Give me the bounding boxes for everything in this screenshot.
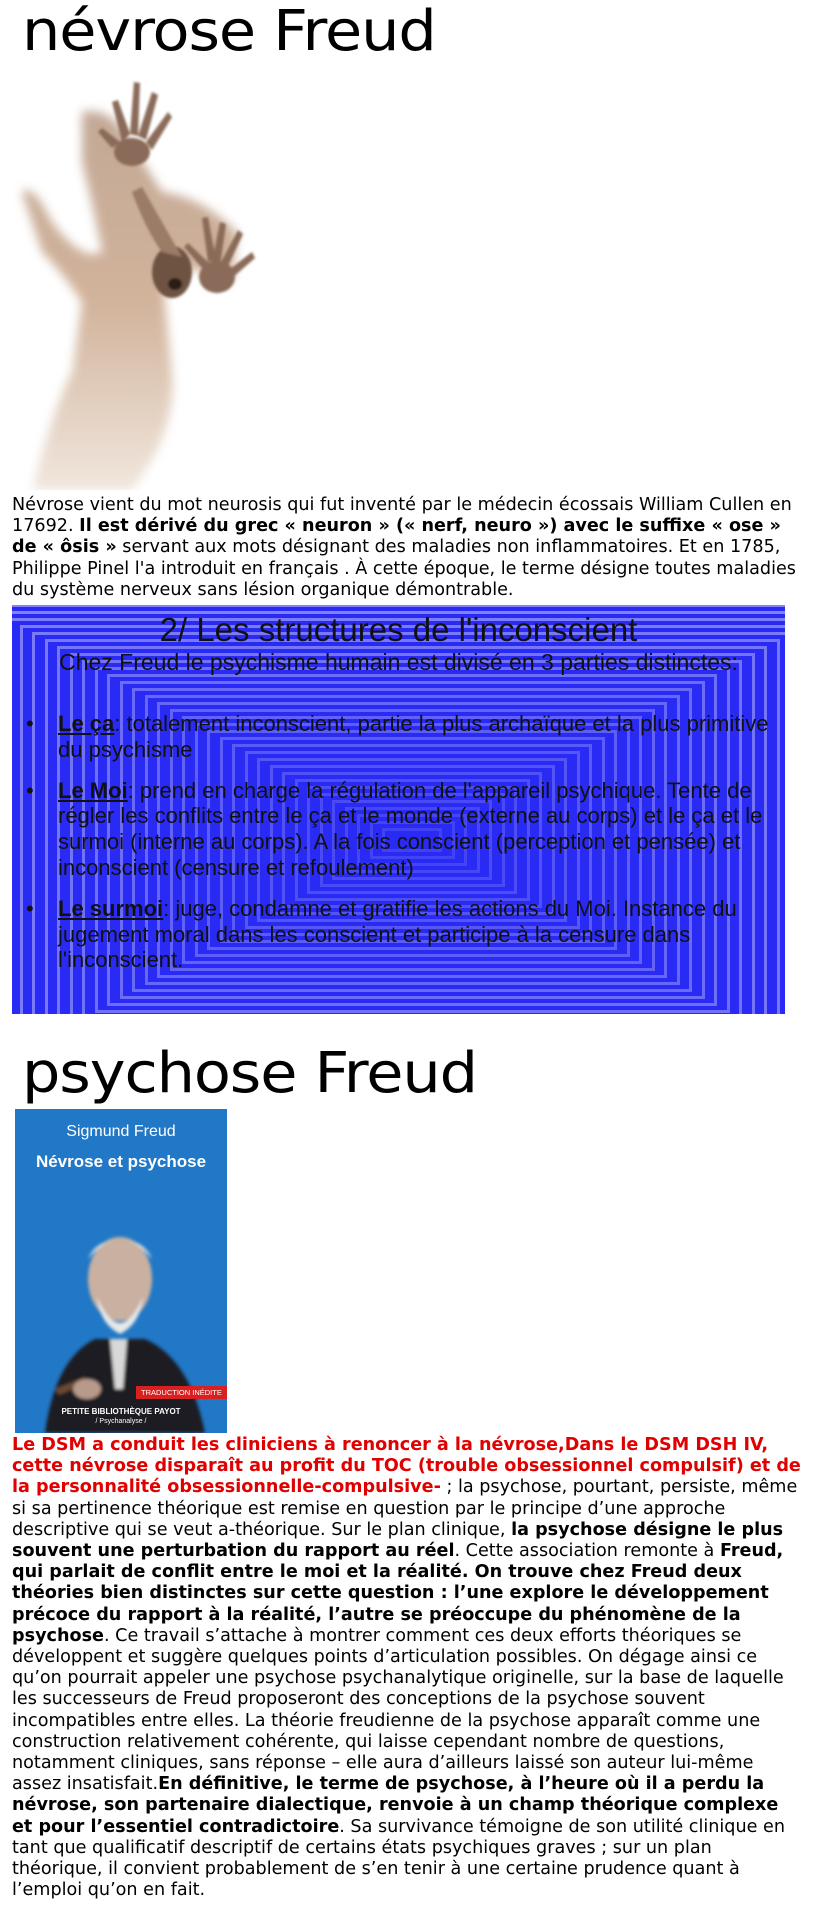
nevrose-text-3: servant aux mots désignant des maladies non inflammatoires. Et en 1785, Philippe Pinel l'a introduit en français . À cette époque, le terme désigne toutes maladies du système nerveux sans lésion organique démontrable. <box>12 537 796 600</box>
book-series: / Psychanalyse / <box>95 1418 147 1425</box>
psychose-paragraph <box>12 1435 802 1901</box>
book-title: Névrose et psychose <box>35 1152 207 1171</box>
title-psychose: psychose Freud <box>22 1041 477 1106</box>
psychose-text-6: . Ce travail s’attache à montrer comment ces deux efforts théoriques se développent et suggère quelques points d’articulation possibles. On dégage ainsi ce qu’on pourrait appeler une psychose psychanalytique originelle, sur la base de laquelle les successeurs de Freud proposeront des conceptions de la psychose souvent incompatibles entre elles. La théorie freudienne de la psychose apparaît comme une construction relativement cohérente, qui laisse cependant nombre de questions, notamment cliniques, sans réponse – elle aura d’ailleurs laissé son auteur lui-même assez insatisfait. <box>12 1625 784 1795</box>
slide-term: Le Moi <box>58 777 128 803</box>
slide-item-moi <box>26 778 771 881</box>
nevrose-text-1: Névrose vient du mot neurosis qui fut inventé par le médecin écossais William Cullen en 17692. <box>12 495 792 537</box>
book-author: Sigmund Freud <box>66 1123 176 1140</box>
book-badge: TRADUCTION INÉDITE <box>136 1386 227 1399</box>
title-nevrose: névrose Freud <box>22 0 436 64</box>
psychose-text-2: ; la psychose, pourtant, persiste, même si sa pertinence théorique est remise en question par le principe d’une approche descriptive qui se veut a-théorique. Sur le plan clinique, <box>12 1477 798 1540</box>
psychose-text-5: Freud, qui parlait de conflit entre le moi et la réalité. On trouve chez Freud deux théories bien distinctes sur cette question : l’une explore le développement précoce du rapport à la réalité, l’autre se préoccupe du phénomène de la psychose <box>12 1541 784 1646</box>
bullet-icon: • <box>26 777 34 803</box>
psychose-text-1: Le DSM a conduit les cliniciens à renoncer à la névrose,Dans le DSM DSH IV, cette névrose disparaît au profit du TOC (trouble obsessionnel compulsif) et de la personnalité obsessionnelle-compulsive- <box>12 1435 801 1498</box>
slide-item-surmoi <box>26 896 771 973</box>
slide-item-ca <box>26 711 771 763</box>
slide-subtitle: Chez Freud le psychisme humain est divisé en 3 parties distinctes: <box>59 649 738 675</box>
slide-list <box>26 711 771 988</box>
psychose-text-8: . Sa survivance témoigne de son utilité clinique en tant que qualificatif descriptif de certains états psychiques graves ; sur un plan théorique, il convient probablement de s’en tenir à une certaine prudence quant à l’emploi qu’on en fait. <box>12 1816 785 1901</box>
nevrose-paragraph <box>12 495 802 601</box>
slide-term: Le surmoi <box>58 895 164 921</box>
slide-item-text: : juge, condamne et gratifie les actions du Moi. Instance du jugement moral dans les conscient et participe à la censure dans l'inconscient. <box>58 895 737 973</box>
book-cover <box>15 1109 227 1433</box>
slide-item-text: : prend en charge la régulation de l'appareil psychique. Tente de régler les conflits entre le ça et le monde (externe au corps) et le ça et le surmoi (interne au corps). A la fois conscient (perception et pensée) et inconscient (censure et refoulement) <box>58 777 763 880</box>
nevrose-text-2: Il est dérivé du grec « neuron » (« nerf, neuro ») avec le suffixe « ose » de « ôsis » <box>12 516 781 558</box>
bullet-icon: • <box>26 895 34 921</box>
silhouette-image <box>12 72 324 490</box>
structures-slide <box>12 605 785 1014</box>
psychose-text-4: . Cette association remonte à <box>454 1541 720 1562</box>
slide-title: 2/ Les structures de l'inconscient <box>159 611 638 648</box>
book-publisher: PETITE BIBLIOTHÈQUE PAYOT <box>61 1407 181 1416</box>
psychose-text-7: En définitive, le terme de psychose, à l’heure où il a perdu la névrose, son partenaire dialectique, renvoie à un champ théorique complexe et pour l’essentiel contradictoire <box>12 1774 779 1837</box>
bullet-icon: • <box>26 711 34 736</box>
slide-term: Le ça <box>58 711 115 736</box>
slide-item-text: : totalement inconscient, partie la plus archaïque et la plus primitive du psychisme <box>58 711 769 762</box>
psychose-text-3: la psychose désigne le plus souvent une perturbation du rapport au réel <box>12 1519 784 1562</box>
